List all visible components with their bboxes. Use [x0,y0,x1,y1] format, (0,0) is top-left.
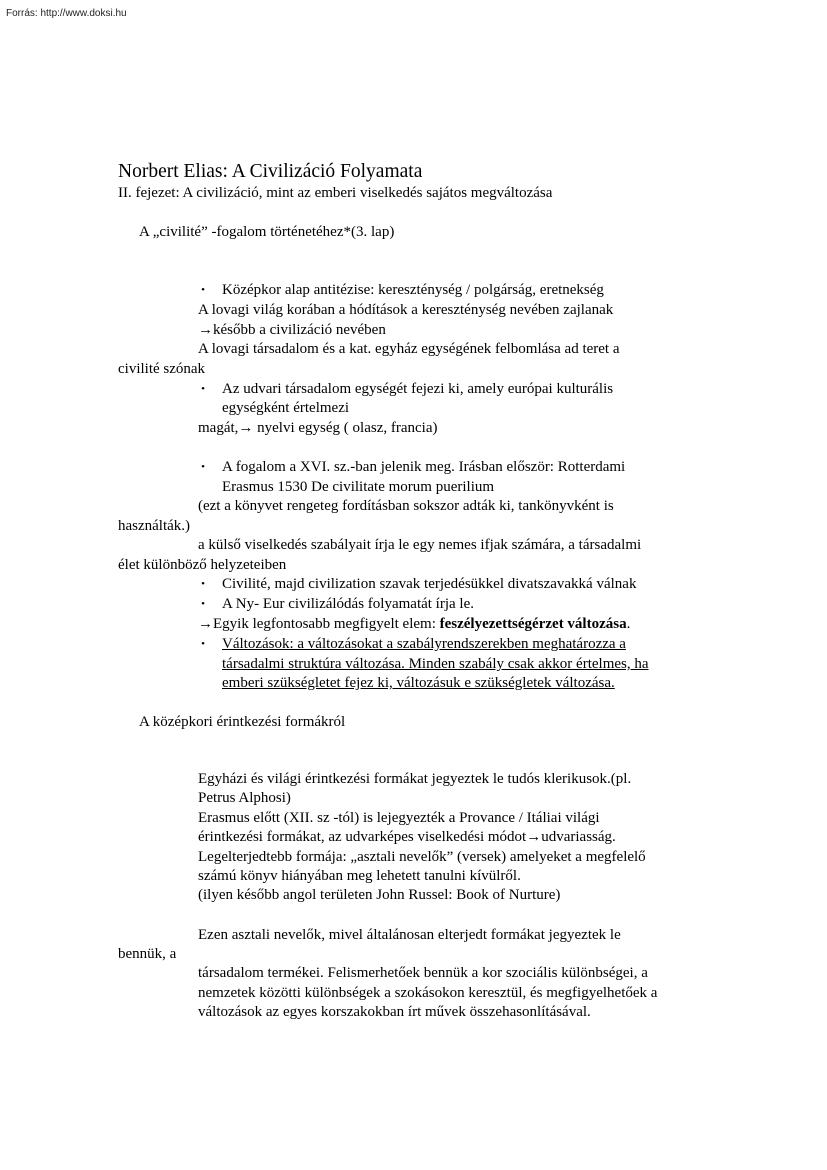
source-url: Forrás: http://www.doksi.hu [6,8,127,19]
text-line: (ilyen később angol területen John Russel: Book of Nurture) [198,887,561,903]
bold-term: feszélyezettségérzet változása [439,616,627,632]
text-line: Középkor alap antitézise: kereszténység / polgárság, eretnekség [222,282,604,298]
text-line: Erasmus előtt (XII. sz -tól) is lejegyezték a Provance / Itáliai világi [198,810,600,826]
text-line: használták.) [118,518,191,534]
text-line: Egyházi és világi érintkezési formákat jegyeztek le tudós klerikusok.(pl. [198,771,632,787]
underlined-line: Változások: a változásokat a szabályrendszerekben meghatározza a [222,636,626,652]
text-line: magát,→ nyelvi egység ( olasz, francia) [198,420,438,436]
text-line: változások az egyes korszakokban írt művek összehasonlításával. [198,1004,591,1020]
text-line-emphasis [198,615,630,635]
text-line: civilité szónak [118,361,206,377]
text-line: a külső viselkedés szabályait írja le egy nemes ifjak számára, a társadalmi [198,537,642,553]
text-line: Civilité, majd civilization szavak terjedésükkel divatszavakká válnak [222,576,637,592]
text-line: társadalom termékei. Felismerhetőek bennük a kor szociális különbségei, a [198,965,648,981]
text-line: bennük, a [118,946,177,962]
text-line: Petrus Alphosi) [198,790,291,806]
section-heading-civilite: A „civilité” -fogalom történetéhez*(3. lap) [139,224,395,240]
text-run: →Egyik legfontosabb megfigyelt elem: [198,616,440,632]
bullet-icon: • [201,598,205,610]
bullet-icon: • [201,461,205,473]
text-line: A fogalom a XVI. sz.-ban jelenik meg. Irásban először: Rotterdami [222,459,626,475]
underlined-line: emberi szükségletet fejez ki, változásuk e szükségletek változása. [222,675,615,691]
chapter-subtitle: II. fejezet: A civilizáció, mint az emberi viselkedés sajátos megváltozása [118,185,553,201]
text-line: (ezt a könyvet rengeteg fordításban sokszor adták ki, tankönyvként is [198,498,614,514]
underlined-line: társadalmi struktúra változása. Minden szabály csak akkor értelmes, ha [222,656,649,672]
text-line: Erasmus 1530 De civilitate morum puerilium [222,479,495,495]
text-line: számú könyv hiányában meg lehetett tanulni kívülről. [198,868,521,884]
section-heading-kozepkori: A középkori érintkezési formákról [139,714,346,730]
text-line: Az udvari társadalom egységét fejezi ki, amely európai kulturális [222,381,614,397]
text-line: Legelterjedtebb formája: „asztali nevelők” (versek) amelyeket a megfelelő [198,849,646,865]
text-line: Ezen asztali nevelők, mivel általánosan elterjedt formákat jegyeztek le [198,927,621,943]
text-line: A Ny- Eur civilizálódás folyamatát írja le. [222,596,474,612]
bullet-icon: • [201,578,205,590]
bullet-icon: • [201,284,205,296]
text-line: A lovagi társadalom és a kat. egyház egységének felbomlása ad teret a [198,341,620,357]
bullet-icon: • [201,638,205,650]
text-line: nemzetek közötti különbségek a szokásokon keresztül, és megfigyelhetőek a [198,985,658,1001]
document-title: Norbert Elias: A Civilizáció Folyamata [118,161,423,182]
text-run: . [626,616,631,632]
text-line: élet különböző helyzeteiben [118,557,287,573]
text-line: →később a civilizáció nevében [198,322,386,338]
text-line: egységként értelmezi [222,400,350,416]
text-line: A lovagi világ korában a hódítások a kereszténység nevében zajlanak [198,302,614,318]
bullet-icon: • [201,383,205,395]
text-line: érintkezési formákat, az udvarképes viselkedési módot→udvariasság. [198,829,616,845]
